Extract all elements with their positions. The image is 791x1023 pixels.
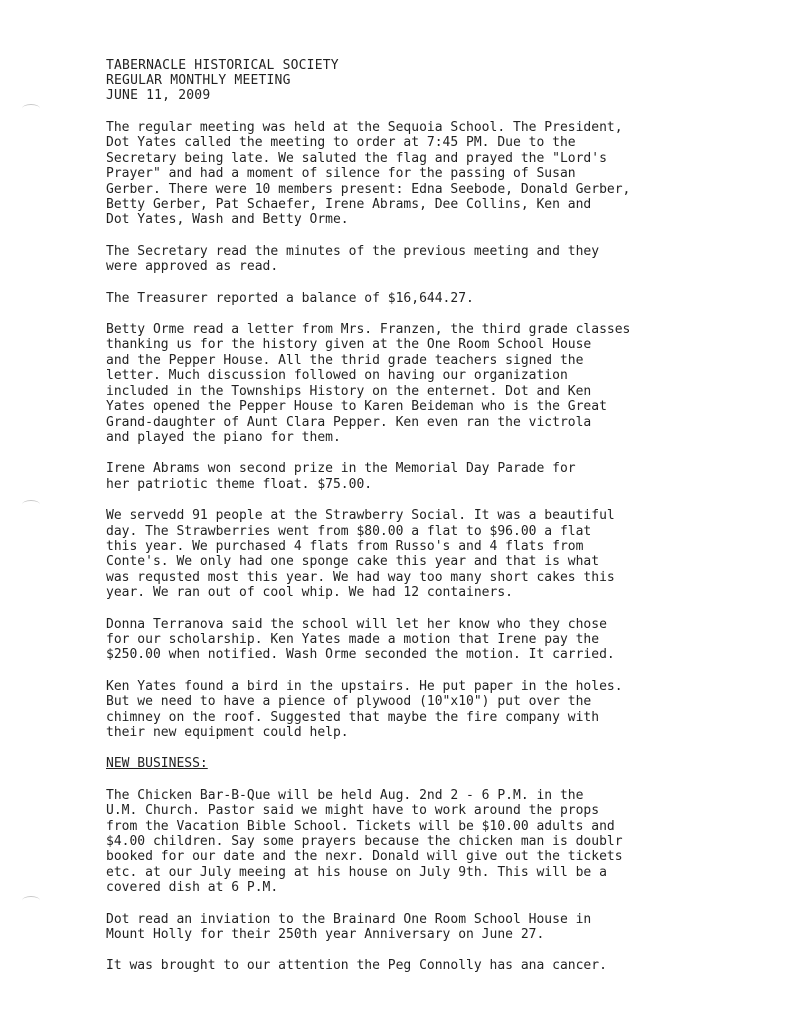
paragraph-opening: The regular meeting was held at the Sequoia School. The President, Dot Yates called the meeting to order at 7:45 PM. Due to the Secretary being late. We saluted the flag and prayed the "Lord's Prayer" and had a moment of silence for the passing of Susan Gerber. There were 10 members present: Edna Seebode, Donald Gerber, Betty Gerber, Pat Schaefer, Irene Abrams, Dee Collins, Ken and Dot Yates, Wash and Betty Orme. [106,120,631,228]
paragraph-scholarship: Donna Terranova said the school will let her know who they chose for our scholarship. Ken Yates made a motion that Irene pay the $250.00 when notified. Wash Orme seconded the motion. It carried. [106,616,615,663]
minutes-body [106,120,746,990]
paragraph-bar-b-que: The Chicken Bar-B-Que will be held Aug. 2nd 2 - 6 P.M. in the U.M. Church. Pastor said we might have to work around the props from the Vacation Bible School. Tickets will be $10.00 adults and $4.00 children. Say some prayers because the chicken man is doublr booked for our date and the nexr. Donald will give out the tickets etc. at our July meeing at his house on July 9th. This will be a covered dish at 6 P.M. [106,787,623,896]
paragraph-invitation: Dot read an inviation to the Brainard One Room School House in Mount Holly for their 250th year Anniversary on June 27. [106,911,592,943]
meeting-title: REGULAR MONTHLY MEETING [106,73,291,88]
new-business-heading: NEW BUSINESS: [106,756,208,772]
paragraph-minutes: The Secretary read the minutes of the previous meeting and they were approved as read. [106,243,600,275]
paragraph-bird: Ken Yates found a bird in the upstairs. He put paper in the holes. But we need to have a pience of plywood (10"x10") put over the chimney on the roof. Suggested that maybe the fire company with their new equipment could help. [106,678,623,740]
paragraph-treasurer: The Treasurer reported a balance of $16,644.27. [106,290,474,306]
paragraph-letter: Betty Orme read a letter from Mrs. Franzen, the third grade classes thanking us for the history given at the One Room School House and the Pepper House. All the thrid grade teachers signed the letter. Much discussion followed on having our organization included in the Townships History on the enternet. Dot and Ken Yates opened the Pepper House to Karen Beideman who is the Great Grand-daughter of Aunt Clara Pepper. Ken even ran the victrola and played the piano for them. [106,322,631,445]
organization-name: TABERNACLE HISTORICAL SOCIETY [106,58,339,73]
punch-hole-mark [22,896,40,905]
punch-hole-mark [22,500,40,509]
punch-hole-mark [22,104,40,113]
meeting-date: JUNE 11, 2009 [106,88,211,103]
paragraph-attention: It was brought to our attention the Peg Connolly has ana cancer. [106,958,607,974]
document-header [106,58,339,103]
paragraph-strawberry-social: We servedd 91 people at the Strawberry Social. It was a beautiful day. The Strawberries went from $80.00 a flat to $96.00 a flat this year. We purchased 4 flats from Russo's and 4 flats from Conte's. We only had one sponge cake this year and that is what was requsted most this year. We had way too many short cakes this year. We ran out of cool whip. We had 12 containers. [106,508,615,601]
paragraph-parade: Irene Abrams won second prize in the Memorial Day Parade for her patriotic theme float. $75.00. [106,461,576,492]
